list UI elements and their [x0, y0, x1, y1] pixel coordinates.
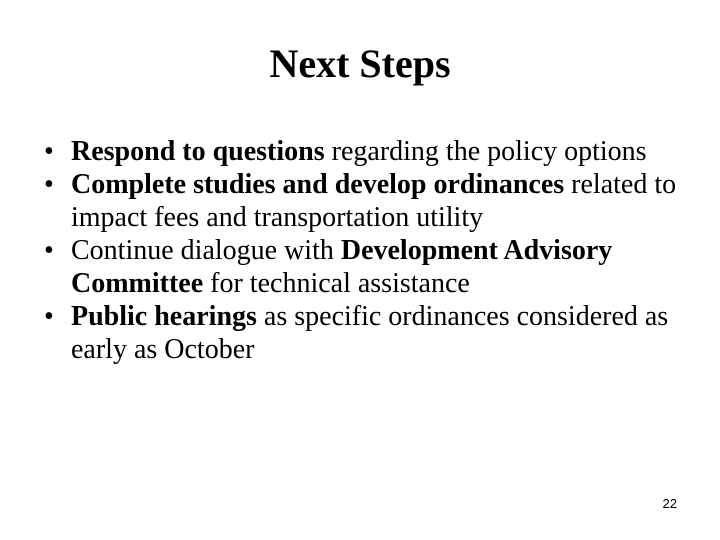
bullet-text: related to impact fees and transportation utility [71, 169, 677, 233]
bullet-marker: • [44, 169, 54, 200]
bullet-bold-text: Respond to questions [71, 136, 325, 167]
bullet-bold-text: Public hearings [71, 301, 257, 332]
slide-number: 22 [662, 496, 677, 511]
bullet-text: regarding the policy options [324, 136, 647, 167]
bullet-item-public-hearings [44, 300, 694, 366]
bullet-text: for technical assistance [203, 268, 470, 299]
bullet-text: as specific ordinances considered as early as October [71, 301, 669, 365]
bullet-bold-text: Development Advisory Committee [71, 235, 613, 299]
bullet-marker: • [44, 136, 54, 167]
bullet-marker: • [44, 235, 54, 266]
slide-title: Next Steps [269, 41, 451, 86]
bullet-marker: • [44, 301, 54, 332]
bullet-item-respond [44, 135, 694, 168]
bullet-bold-text: Complete studies and develop ordinances [71, 169, 565, 200]
bullet-list [44, 135, 694, 366]
bullet-text: Continue dialogue with [71, 235, 341, 266]
bullet-item-complete-studies [44, 168, 694, 234]
bullet-item-continue-dialogue [44, 234, 694, 300]
